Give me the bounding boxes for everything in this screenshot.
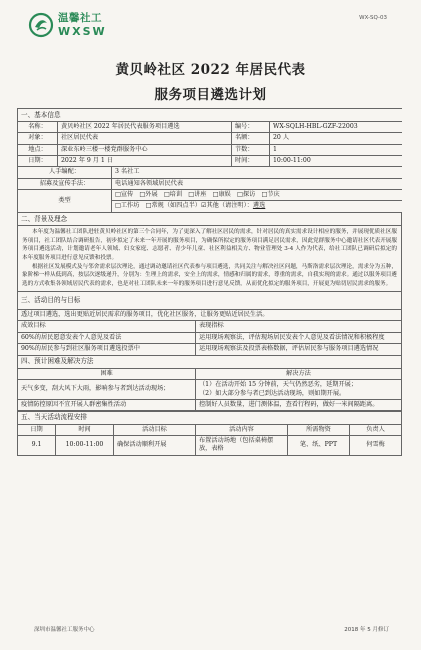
- recruit-value: 电话通知各领域居民代表: [112, 178, 403, 189]
- background-table: [17, 212, 402, 291]
- risk-solution: 控制好人员数量，进门测体温，查看行程码，做好一米间隔距离。: [196, 399, 402, 410]
- risk-solution: [196, 380, 402, 400]
- document-code: WX-SQ-03: [359, 15, 387, 21]
- section-heading-risks: 四、预计困难及解决方法: [18, 355, 402, 368]
- logo-english-name: WXSW: [58, 24, 107, 38]
- sessions-label: 节数：: [232, 144, 270, 155]
- footer-organization: 深圳市温馨社工服务中心: [34, 627, 95, 633]
- name-label: 名称：: [18, 121, 58, 132]
- schedule-col-content: 活动内容: [196, 424, 288, 435]
- time-label: 时间：: [232, 155, 270, 166]
- background-body: [18, 226, 402, 292]
- schedule-time: 10:00-11:00: [56, 435, 114, 455]
- schedule-table: [17, 411, 402, 456]
- risks-table: [17, 355, 402, 411]
- target-value: 社区居民代表: [58, 133, 232, 144]
- schedule-date: 9.1: [18, 435, 56, 455]
- risks-col-solution: 解决方法: [196, 368, 402, 379]
- document-title: 黄贝岭社区 2022 年居民代表: [115, 62, 306, 78]
- objective-goal: 60%的居民愿意发表个人意见及看法: [18, 332, 196, 343]
- schedule-col-owner: 负责人: [350, 424, 402, 435]
- place-value: 深业东岭三楼一楼党群服务中心: [58, 144, 232, 155]
- schedule-col-time: 时间: [56, 424, 114, 435]
- type-options-row2: [112, 201, 403, 212]
- section-heading-schedule: 五、当天活动流程安排: [18, 411, 402, 424]
- section-heading-background: 二、背景及理念: [18, 213, 402, 226]
- objective-indicator: 运用现场观察法，评估现场居民发表个人意见及看法情况和积极程度: [196, 332, 402, 343]
- risk-solution-step: （1）在活动开始 15 分钟前，天气仍然恶劣，延期开展；: [199, 381, 358, 389]
- schedule-col-materials: 所需物资: [288, 424, 350, 435]
- date-value: 2022 年 9 月 1 日: [58, 155, 232, 166]
- logo-leaf-icon: [28, 12, 54, 38]
- background-paragraph-2: 根据社区发展模式及与邻舍需求层次理论，通过调动邀请社区代表参与项目遴选，共同关注与解决社区问题，马斯洛需求层次理论，需求分为五种，象阶梯一样从低到高，按层次逐级递升，分别为：生理上的需求，安全上的需求，情感和归属的需求，尊重的需求，自我实现的需求。通过以服务项目遴选的方式收集各领域居民代表的需求，也是对社工团队未来一年的服务项目进行意见反馈，从而优化拟定的服务项目，开展更为贴切居民需求的服务。: [22, 263, 397, 287]
- schedule-col-goal: 活动目标: [114, 424, 196, 435]
- name-value: 黄贝岭社区 2022 年居民代表服务项目遴选: [58, 121, 232, 132]
- time-value: 10:00-11:00: [270, 155, 403, 166]
- background-paragraph-1: 本年度为温馨社工团队进驻黄贝岭社区的第三个合同年，为了更深入了解社区居民的需求，针对居民的真实需求设计相应的服务，并展现优质社区服务项目，社工团队结合调研报告，初步拟定了未来一年开展的服务项目，为确保所拟定的服务项目满足居民需求，因此党群服务中心邀请社区代表开展服务项目遴选活动，计划邀请老年人领域、妇女家庭、志愿者、青少年儿童、社区利益相关方、物业管理处 3-4 人作为代表，给社工团队已调研后拟定的本年度服务项目进行意见反馈和投票。: [22, 229, 397, 262]
- place-label: 地点：: [18, 144, 58, 155]
- section-heading-basic: 一、基本信息: [18, 109, 403, 122]
- count-value: 20 人: [270, 133, 403, 144]
- target-label: 对象：: [18, 133, 58, 144]
- organization-logo: [28, 12, 107, 38]
- footer-revision: 2018 年 5 月修订: [344, 627, 389, 633]
- objectives-purpose: 透过项目遴选，选出更贴近居民需求的服务项目，优化社区服务，让服务更贴近居民生活。: [18, 310, 402, 321]
- schedule-goal: 确保活动顺利开展: [114, 435, 196, 455]
- schedule-content: 布置活动场地（包括桌椅摆放，表格: [196, 435, 288, 455]
- risks-col-problem: 困难: [18, 368, 196, 379]
- staff-value: 3 名社工: [112, 167, 403, 178]
- schedule-owner: 何雪梅: [350, 435, 402, 455]
- date-label: 日期：: [18, 155, 58, 166]
- sessions-value: 1: [270, 144, 403, 155]
- risk-problem: 天气多变，刮大风下大雨，影响参与者到达活动现场；: [18, 380, 196, 400]
- document-subtitle: 服务项目遴选计划: [154, 87, 267, 103]
- form-content: [17, 108, 402, 600]
- schedule-col-date: 日期: [18, 424, 56, 435]
- objectives-col-goal: 成效目标: [18, 321, 196, 332]
- objective-indicator: 运用现场观察法及投票表格数据，评估居民参与服务项目遴选情况: [196, 344, 402, 355]
- code-label: 编号：: [232, 121, 270, 132]
- basic-info-table: [17, 108, 402, 213]
- objectives-col-indicator: 表现指标: [196, 321, 402, 332]
- type-options-row1: □宣传 □外展 □培训 □讲座 □康娱 □探访 □节庆: [112, 190, 403, 201]
- risk-problem: 疫情防控原因不宜开展人群密集性活动: [18, 399, 196, 410]
- type-other-value: 遴选: [252, 202, 266, 210]
- type-options-row2-prefix: □工作坊 □常规（如四点半）☑其他（请注明）：: [115, 202, 253, 210]
- logo-chinese-name: 温馨社工: [58, 12, 102, 25]
- staff-label: 人手编配：: [18, 167, 112, 178]
- risk-solution-step: （2）如大部分参与者已到达活动现场，则如期开展。: [199, 389, 346, 397]
- type-label: 类型: [18, 190, 112, 213]
- objectives-table: [17, 291, 402, 355]
- recruit-label: 招募及宣传手法：: [18, 178, 112, 189]
- schedule-materials: 笔、纸、PPT: [288, 435, 350, 455]
- code-value: WX-SQLH-HBL-GZF-22003: [270, 121, 403, 132]
- objective-goal: 90%的居民参与到社区服务项目遴选投票中: [18, 344, 196, 355]
- section-heading-objectives: 三、活动目的与目标: [18, 292, 402, 310]
- count-label: 名额：: [232, 133, 270, 144]
